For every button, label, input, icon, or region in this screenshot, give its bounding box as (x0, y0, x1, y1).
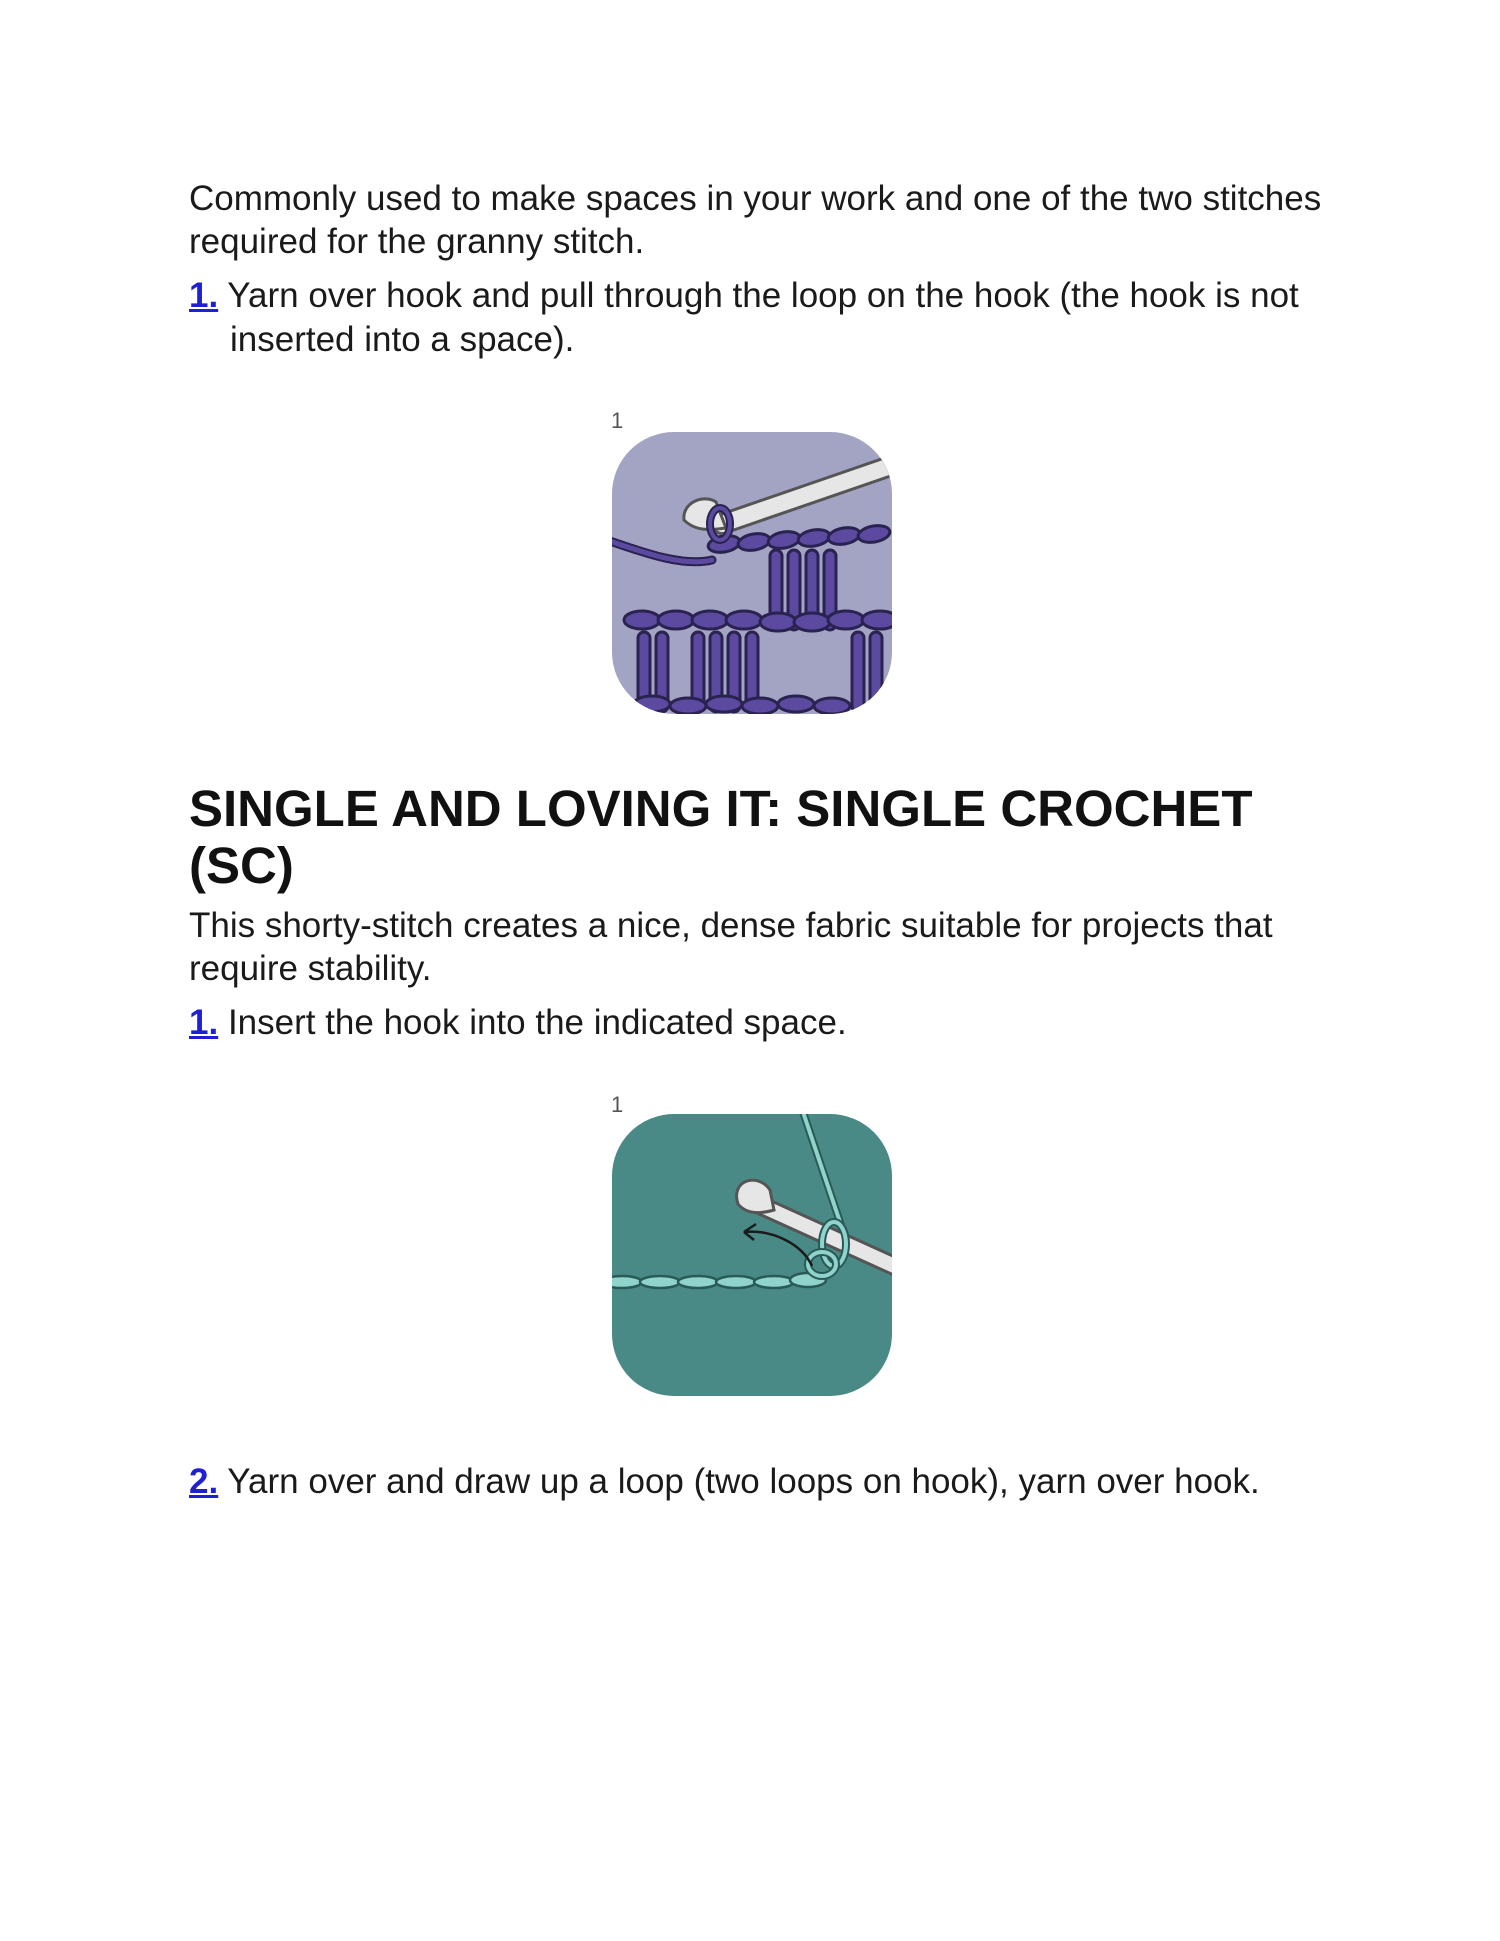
figure-number-label: 1 (611, 1092, 624, 1117)
single-crochet-illustration (612, 1114, 892, 1396)
section-heading: SINGLE AND LOVING IT: SINGLE CROCHET (SC) (189, 780, 1253, 894)
sc-step-2 (189, 1460, 1380, 1504)
step-text: Yarn over and draw up a loop (two loops on hook), yarn over hook. (227, 1462, 1260, 1501)
intro-paragraph: Commonly used to make spaces in your work and one of the two stitches required for the granny stitch. (189, 179, 1322, 261)
step-text: Insert the hook into the indicated space. (227, 1003, 847, 1042)
step-number-link[interactable]: 1. (189, 276, 219, 315)
chain-step-1 (189, 274, 1380, 362)
figure-number-label: 1 (611, 408, 624, 433)
sc-step-1 (189, 1001, 1380, 1045)
step-text: Yarn over hook and pull through the loop on the hook (the hook is not inserted into a space). (227, 276, 1299, 359)
step-number-link[interactable]: 2. (189, 1462, 219, 1501)
step-number-link[interactable]: 1. (189, 1003, 219, 1042)
section-description: This shorty-stitch creates a nice, dense fabric suitable for projects that require stability. (189, 906, 1273, 988)
chain-stitch-illustration (612, 432, 892, 714)
